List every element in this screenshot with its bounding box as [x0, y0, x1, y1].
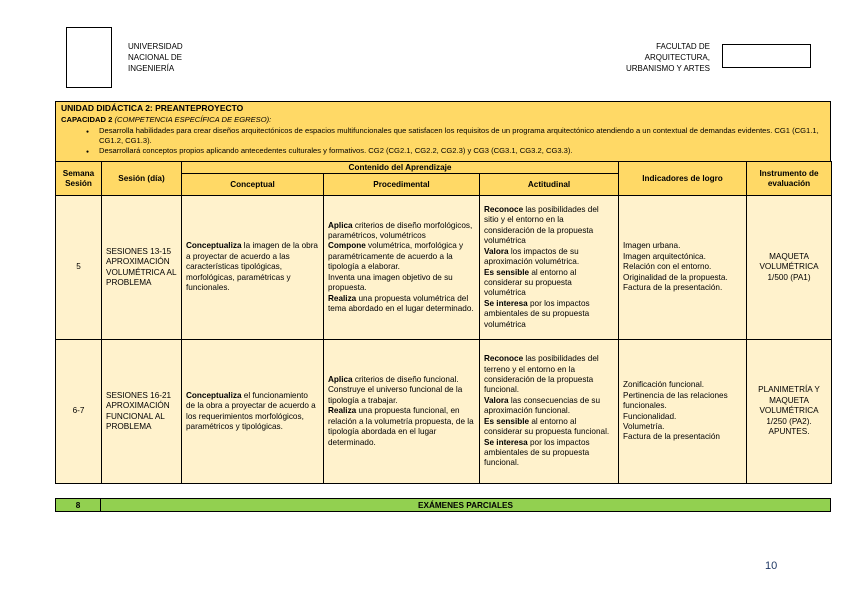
- content-paragraph: Se interesa por los impactos ambientales de su propuesta volumétrica: [484, 298, 590, 329]
- verb-keyword: Compone: [328, 241, 366, 251]
- exam-label: EXÁMENES PARCIALES: [101, 498, 831, 512]
- content-paragraph: Es sensible al entorno al considerar su propuesta volumétrica: [484, 267, 577, 298]
- instrument-cell: MAQUETA VOLUMÉTRICA 1/500 (PA1): [747, 196, 832, 340]
- capacity-bullet: ● Desarrolla habilidades para crear diseños arquitectónicos de espacios multifuncionales que satisfacen los requisitos de un programa arquitectónico atendiendo a un contextual de demandas evidentes. CG1 (CG1.1, CG1.2, CG1.3).: [99, 126, 825, 146]
- faculty-name: FACULTAD DE ARQUITECTURA, URBANISMO Y ARTES: [625, 42, 710, 73]
- university-logo-placeholder: [66, 27, 112, 88]
- header-indicators: Indicadores de logro: [619, 162, 747, 196]
- learning-content-table: [55, 161, 832, 484]
- content-paragraph: Valora los impactos de su aproximación volumétrica.: [484, 246, 580, 267]
- verb-keyword: Se interesa: [484, 298, 528, 308]
- page-number: 10: [765, 560, 778, 572]
- indicator-item: Imagen arquitectónica.: [623, 251, 706, 261]
- conceptual-cell: [182, 340, 324, 484]
- table-row: [56, 340, 832, 484]
- header-content: Contenido del Aprendizaje: [182, 162, 619, 174]
- week-cell: 6-7: [56, 340, 102, 484]
- content-paragraph: Aplica criterios de diseño morfológicos, paramétricos, volumétricos: [328, 220, 473, 241]
- capacity-bullet: ● Desarrollará conceptos propios aplicando antecedentes culturales y formativos. CG2 (CG2.1, CG2.2, CG2.3) y CG3 (CG3.1, CG3.2, CG3.3).: [99, 146, 825, 156]
- indicators-cell: [619, 340, 747, 484]
- session-cell: SESIONES 13-15 APROXIMACIÓN VOLUMÉTRICA AL PROBLEMA: [102, 196, 182, 340]
- exam-row: [55, 498, 831, 512]
- verb-keyword: Aplica: [328, 220, 353, 230]
- indicator-item: Zonificación funcional.: [623, 380, 705, 390]
- session-cell: SESIONES 16-21 APROXIMACIÓN FUNCIONAL AL PROBLEMA: [102, 340, 182, 484]
- verb-keyword: Es sensible: [484, 416, 530, 426]
- verb-keyword: Conceptualiza: [186, 390, 242, 400]
- university-name: UNIVERSIDAD NACIONAL DE INGENIERÍA: [128, 42, 183, 73]
- procedimental-cell: [324, 196, 480, 340]
- content-paragraph: Realiza una propuesta funcional, en relación a la volumetría propuesta, de la tipología abordada en el lugar determinado.: [328, 406, 474, 447]
- verb-keyword: Reconoce: [484, 354, 524, 364]
- capacity-block: [55, 114, 831, 162]
- content-paragraph: Se interesa por los impactos ambientales de su propuesta funcional.: [484, 437, 590, 468]
- document-code-box: [722, 44, 811, 68]
- indicator-item: Relación con el entorno.: [623, 262, 712, 272]
- header-procedimental: Procedimental: [324, 174, 480, 196]
- header-session: Sesión (día): [102, 162, 182, 196]
- verb-keyword: Valora: [484, 246, 509, 256]
- content-paragraph: Reconoce las posibilidades del terreno y el entorno en la consideración de la propuesta funcional.: [484, 354, 599, 395]
- week-cell: 5: [56, 196, 102, 340]
- content-paragraph: Valora las consecuencias de su aproximación funcional.: [484, 395, 601, 416]
- content-paragraph: Inventa una imagen objetivo de su propuesta.: [328, 272, 453, 293]
- content-paragraph: Es sensible al entorno al considerar su propuesta funcional.: [484, 416, 610, 437]
- capacity-heading: CAPACIDAD 2 (COMPETENCIA ESPECÍFICA DE EGRESO):: [61, 115, 272, 124]
- verb-keyword: Aplica: [328, 375, 353, 385]
- indicators-cell: [619, 196, 747, 340]
- verb-keyword: Conceptualiza: [186, 241, 242, 251]
- actitudinal-cell: [480, 340, 619, 484]
- header-actitudinal: Actitudinal: [480, 174, 619, 196]
- indicator-item: Factura de la presentación.: [623, 283, 723, 293]
- content-paragraph: Conceptualiza la imagen de la obra a proyectar de acuerdo a las características tipológicas, morfológicas, paramétricas y funcionales.: [186, 241, 318, 293]
- indicator-item: Pertinencia de las relaciones funcionales.: [623, 390, 728, 411]
- header-week: Semana Sesión: [56, 162, 102, 196]
- exam-week: 8: [55, 498, 101, 512]
- instrument-cell: PLANIMETRÍA Y MAQUETA VOLUMÉTRICA 1/250 (PA2). APUNTES.: [747, 340, 832, 484]
- capacity-list: [61, 126, 825, 156]
- table-row: [56, 196, 832, 340]
- verb-keyword: Realiza: [328, 406, 357, 416]
- content-paragraph: Compone volumétrica, morfológica y paramétricamente de acuerdo a la tipología a elaborar.: [328, 241, 464, 272]
- content-paragraph: Reconoce las posibilidades del sitio y el entorno en la consideración de la propuesta volumétrica: [484, 205, 599, 246]
- conceptual-cell: [182, 196, 324, 340]
- content-paragraph: Aplica criterios de diseño funcional. Construye el universo funcional de la tipología a trabajar.: [328, 375, 463, 405]
- verb-keyword: Reconoce: [484, 205, 524, 215]
- actitudinal-cell: [480, 196, 619, 340]
- content-paragraph: Conceptualiza el funcionamiento de la obra a proyectar de acuerdo a los requerimientos morfológicos, paramétricos y tipológicas.: [186, 390, 316, 431]
- indicator-item: Factura de la presentación: [623, 432, 720, 442]
- verb-keyword: Se interesa: [484, 437, 528, 447]
- indicator-item: Volumetría.: [623, 421, 665, 431]
- procedimental-cell: [324, 340, 480, 484]
- verb-keyword: Valora: [484, 395, 509, 405]
- verb-keyword: Realiza: [328, 293, 357, 303]
- unit-title: UNIDAD DIDÁCTICA 2: PREANTEPROYECTO: [55, 101, 831, 115]
- indicator-item: Imagen urbana.: [623, 241, 681, 251]
- indicator-item: Originalidad de la propuesta.: [623, 272, 728, 282]
- content-paragraph: Realiza una propuesta volumétrica del tema abordado en el lugar determinado.: [328, 293, 474, 313]
- header-instrument: Instrumento de evaluación: [747, 162, 832, 196]
- indicator-item: Funcionalidad.: [623, 411, 677, 421]
- verb-keyword: Es sensible: [484, 267, 530, 277]
- header-conceptual: Conceptual: [182, 174, 324, 196]
